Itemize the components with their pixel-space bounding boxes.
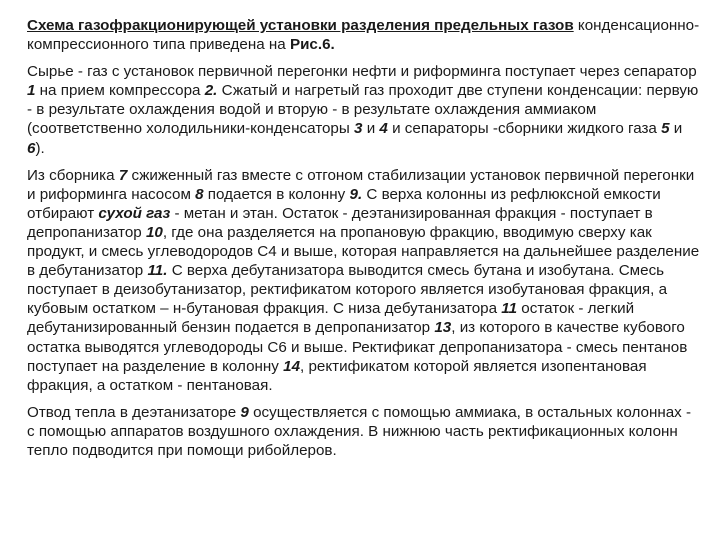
equipment-number: 3	[354, 120, 363, 138]
equipment-number: 5	[661, 120, 670, 138]
equipment-number: 14	[283, 357, 301, 375]
text-segment: подается в колонну	[203, 185, 350, 203]
text-segment: Сырье - газ с установок первичной перегонки нефти и риформинга поступает через сепаратор	[27, 63, 697, 81]
equipment-number: 9.	[349, 185, 363, 203]
intro-text: конденсационно-компрессионного типа приведена на	[27, 17, 700, 54]
document-title: Схема газофракционирующей установки разделения предельных газов	[27, 17, 574, 34]
equipment-number: 7	[118, 166, 128, 184]
text-segment: Отвод тепла в деэтанизаторе	[27, 403, 241, 421]
figure-reference: Рис.6.	[289, 36, 335, 54]
paragraph-feed	[27, 62, 702, 157]
equipment-number: 6	[27, 139, 36, 157]
equipment-number: 11	[501, 300, 518, 318]
text-segment: , где она разделяется на пропановую фракцию, вводимую сверху как продукт, и смесь углеводородов С4 и выше, которая направляется на дальнейшее разделение в дебутанизатор	[27, 223, 700, 280]
dry-gas-term: сухой газ	[98, 204, 171, 222]
document-body	[27, 16, 702, 468]
text-segment: С верха дебутанизатора выводится смесь бутана и изобутана. Смесь поступает в деизобутанизатор, ректификатом которого является изобутановая фракция, а кубовым остатком – н-бутановая фракция. С низа дебутанизатора	[27, 262, 668, 318]
text-segment: на прием компрессора	[35, 82, 205, 100]
text-segment: и	[362, 120, 380, 138]
paragraph-intro	[27, 16, 702, 54]
equipment-number: 1	[27, 82, 36, 100]
text-segment: и	[669, 120, 683, 138]
equipment-number: 2.	[204, 82, 218, 100]
equipment-number: 13	[434, 319, 452, 337]
paragraph-separation	[27, 166, 702, 395]
equipment-number: 10	[145, 223, 163, 241]
text-segment: С верха колонны из рефлюксной емкости отбирают	[27, 185, 661, 222]
equipment-number: 8	[195, 185, 204, 203]
equipment-number: 11.	[147, 262, 168, 280]
text-segment: остаток - легкий дебутанизированный бензин подается в депропанизатор	[27, 300, 635, 337]
text-segment: , ректификатом которой является изопентановая фракция, а остатком - пентановая.	[27, 357, 647, 394]
text-segment: Из сборника	[27, 166, 119, 184]
equipment-number: 4	[379, 120, 388, 138]
text-segment: и сепараторы -сборники жидкого газа	[387, 120, 662, 138]
text-segment: , из которого в качестве кубового остатка выводятся углеводороды С6 и выше. Ректификат депропанизатора - смесь пентанов поступает на разделение в колонну	[27, 319, 688, 375]
text-segment: осуществляется с помощью аммиака, в остальных колоннах - с помощью аппаратов воздушного охлаждения. В нижнюю часть ректификационных колонн тепло подводится при помощи рибойлеров.	[27, 403, 692, 459]
text-segment: Сжатый и нагретый газ проходит две ступени конденсации: первую - в результате охлаждения водой и вторую - в результате охлаждения аммиаком (соответственно холодильники-конденсаторы	[27, 82, 699, 138]
equipment-number: 9	[240, 403, 249, 421]
text-segment: сжиженный газ вместе с отгоном стабилизации установок первичной перегонки и риформинга насосом	[27, 166, 695, 203]
text-segment: ).	[35, 139, 45, 157]
text-segment: - метан и этан. Остаток - деэтанизированная фракция - поступает в депропанизатор	[27, 204, 653, 241]
paragraph-heat-removal	[27, 403, 702, 460]
